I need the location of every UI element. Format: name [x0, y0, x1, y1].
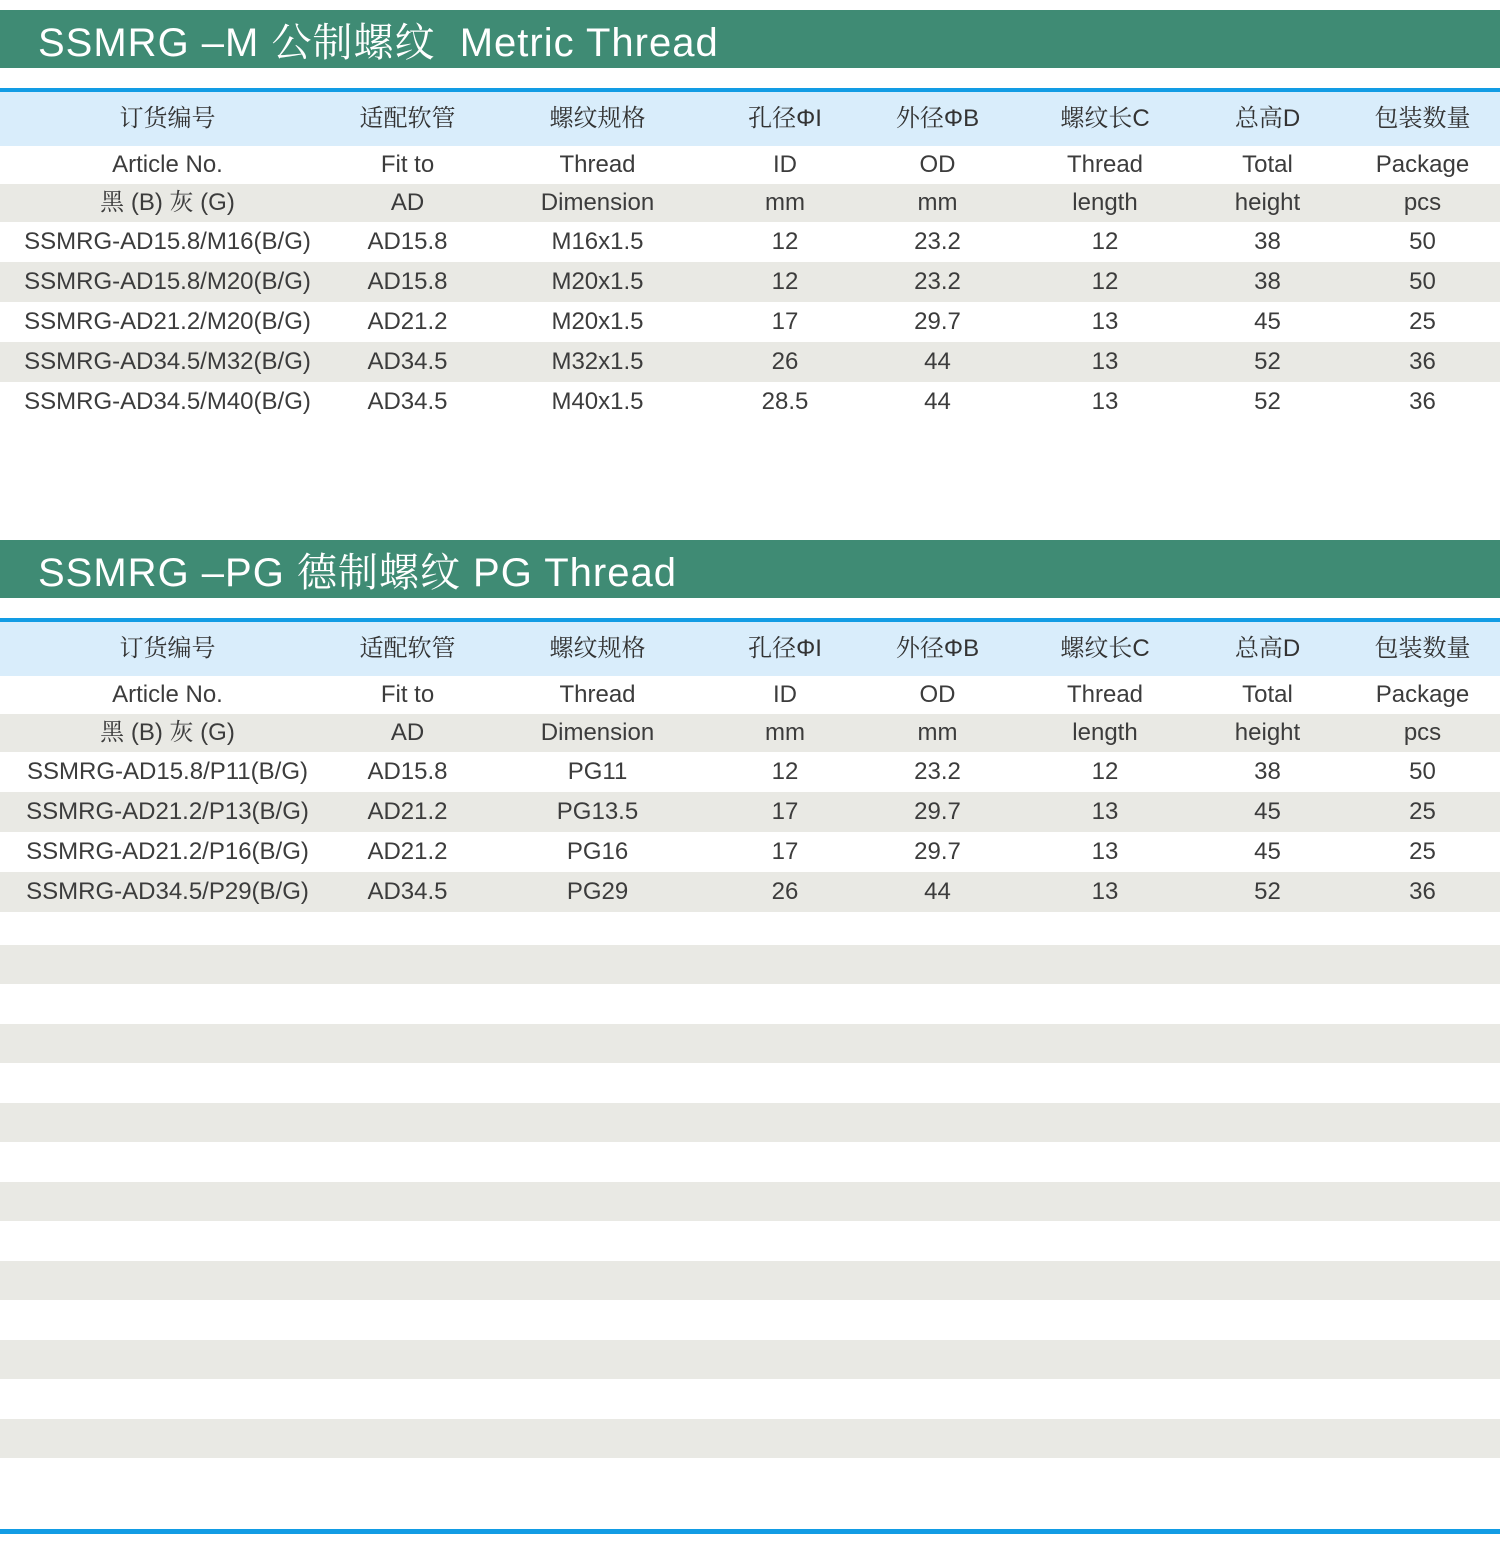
- table-row-cell: SSMRG-AD15.8/P11(B/G): [27, 757, 308, 785]
- table-row-cell: 13: [1091, 307, 1119, 335]
- header-row-sub-cell: mm: [765, 718, 805, 746]
- table-row-cell: PG29: [566, 877, 629, 905]
- table-row: [0, 222, 1500, 262]
- table-row-cell: M16x1.5: [551, 227, 644, 255]
- header-row-cn-cell: 螺纹长C: [1060, 104, 1150, 132]
- header-row-sub-cell: mm: [917, 718, 958, 746]
- table-row-cell: 28.5: [761, 387, 809, 415]
- header-row-en-cell: ID: [773, 680, 797, 708]
- header-row-sub-cell: AD: [390, 718, 425, 746]
- header-row-sub-cell: height: [1234, 188, 1301, 216]
- header-row-en-cell: Thread: [559, 150, 636, 178]
- table-row-cell: SSMRG-AD34.5/M40(B/G): [24, 387, 311, 415]
- table-row-cell: PG13.5: [556, 797, 639, 825]
- header-row-cn: [0, 622, 1500, 676]
- header-row-sub-cell: mm: [917, 188, 958, 216]
- table-row-cell: 12: [771, 267, 799, 295]
- table-row-cell: 36: [1409, 387, 1436, 415]
- table-row: [0, 832, 1500, 872]
- table-row-cell: SSMRG-AD15.8/M16(B/G): [24, 227, 311, 255]
- table-row-cell: 38: [1254, 757, 1281, 785]
- table-row-cell: AD15.8: [367, 227, 448, 255]
- header-row-sub-cell: Dimension: [540, 718, 655, 746]
- section-title-metric: SSMRG –M 公制螺纹 Metric Thread: [38, 20, 719, 65]
- table-row-cell: M40x1.5: [551, 387, 644, 415]
- header-row-sub-cell: mm: [765, 188, 805, 216]
- header-row-en-cell: Article No.: [112, 680, 223, 708]
- table-row-cell: PG16: [566, 837, 629, 865]
- header-row-cn-cell: 总高D: [1234, 634, 1301, 662]
- table-row-cell: AD21.2: [367, 307, 448, 335]
- table-row: [0, 382, 1500, 422]
- table-row-cell: 25: [1409, 797, 1436, 825]
- empty-rows-area: [0, 945, 1500, 1458]
- header-row-en-cell: Thread: [1066, 150, 1144, 178]
- table-row-cell: M32x1.5: [551, 347, 644, 375]
- table-row-cell: 17: [771, 307, 799, 335]
- table-row: [0, 872, 1500, 912]
- table-row: [0, 752, 1500, 792]
- header-row-en-cell: Thread: [559, 680, 636, 708]
- header-row-cn-cell: 订货编号: [119, 104, 216, 132]
- table-row-cell: 50: [1409, 267, 1436, 295]
- table-row-cell: 50: [1409, 757, 1436, 785]
- header-row-en-cell: OD: [919, 150, 956, 178]
- table-row-cell: 44: [924, 387, 951, 415]
- header-row-cn-cell: 螺纹长C: [1060, 634, 1150, 662]
- table-row-cell: 13: [1091, 347, 1119, 375]
- section-metric-thread: [0, 10, 1500, 422]
- header-row-sub-cell: pcs: [1403, 188, 1442, 216]
- table-row: [0, 792, 1500, 832]
- table-row-cell: 12: [771, 757, 799, 785]
- table-row-cell: 12: [1091, 227, 1119, 255]
- table-row-cell: 25: [1409, 837, 1436, 865]
- header-row-en: [0, 146, 1500, 184]
- header-row-cn-cell: 订货编号: [119, 634, 216, 662]
- table-row-cell: 44: [924, 347, 951, 375]
- header-row-en-cell: ID: [773, 150, 797, 178]
- header-row-cn: [0, 92, 1500, 146]
- header-row-cn-cell: 总高D: [1234, 104, 1301, 132]
- header-row-sub-cell: Dimension: [540, 188, 655, 216]
- section-pg-thread: [0, 540, 1500, 912]
- table-row-cell: 17: [771, 797, 799, 825]
- header-row-cn-cell: 孔径ΦI: [748, 634, 822, 662]
- header-row-sub: [0, 714, 1500, 752]
- table-row-cell: M20x1.5: [551, 267, 644, 295]
- table-row-cell: SSMRG-AD34.5/P29(B/G): [26, 877, 309, 905]
- footer-divider-line: [0, 1529, 1500, 1534]
- section-header-bar-metric: [0, 10, 1500, 68]
- header-row-en-cell: Fit to: [380, 150, 435, 178]
- empty-row-stripe: [0, 1261, 1500, 1300]
- table-row-cell: 13: [1091, 837, 1119, 865]
- table-row-cell: M20x1.5: [551, 307, 644, 335]
- table-row-cell: 23.2: [914, 227, 961, 255]
- header-row-cn-cell: 外径ΦB: [895, 104, 980, 132]
- table-row-cell: AD21.2: [367, 837, 448, 865]
- header-row-sub-cell: height: [1234, 718, 1301, 746]
- section-title-pg: SSMRG –PG 德制螺纹 PG Thread: [38, 550, 677, 595]
- empty-row-stripe: [0, 1182, 1500, 1221]
- header-row-sub-cell: length: [1072, 718, 1138, 746]
- empty-row-stripe: [0, 1419, 1500, 1458]
- table-row-cell: 38: [1254, 267, 1281, 295]
- header-row-en-cell: Thread: [1066, 680, 1144, 708]
- table-row: [0, 262, 1500, 302]
- table-row-cell: 26: [771, 347, 799, 375]
- header-row-en-cell: OD: [919, 680, 956, 708]
- header-row-en-cell: Total: [1242, 150, 1293, 178]
- table-row-cell: 45: [1254, 307, 1281, 335]
- table-row-cell: 17: [771, 837, 799, 865]
- header-row-en-cell: Total: [1242, 680, 1293, 708]
- header-row-en-cell: Package: [1375, 150, 1470, 178]
- table-row-cell: 29.7: [914, 797, 961, 825]
- table-row-cell: AD34.5: [367, 347, 448, 375]
- table-row: [0, 302, 1500, 342]
- table-row-cell: 26: [771, 877, 799, 905]
- table-row-cell: 52: [1254, 877, 1281, 905]
- table-row-cell: 12: [1091, 757, 1119, 785]
- header-row-sub-cell: AD: [390, 188, 425, 216]
- header-row-cn-cell: 螺纹规格: [549, 634, 646, 662]
- empty-row-stripe: [0, 1024, 1500, 1063]
- empty-row-stripe: [0, 1340, 1500, 1379]
- table-row-cell: 12: [771, 227, 799, 255]
- table-row-cell: AD15.8: [367, 267, 448, 295]
- table-row-cell: AD15.8: [367, 757, 448, 785]
- header-row-sub: [0, 184, 1500, 222]
- table-row: [0, 342, 1500, 382]
- table-row-cell: SSMRG-AD21.2/M20(B/G): [24, 307, 311, 335]
- table-row-cell: 50: [1409, 227, 1436, 255]
- header-row-cn-cell: 螺纹规格: [549, 104, 646, 132]
- table-row-cell: 23.2: [914, 267, 961, 295]
- pg-thread-table: [0, 622, 1500, 912]
- header-row-cn-cell: 外径ΦB: [895, 634, 980, 662]
- header-row-cn-cell: 适配软管: [359, 104, 456, 132]
- empty-row-stripe: [0, 1103, 1500, 1142]
- table-row-cell: 36: [1409, 877, 1436, 905]
- table-row-cell: SSMRG-AD21.2/P16(B/G): [26, 837, 309, 865]
- header-row-sub-cell: pcs: [1403, 718, 1442, 746]
- table-row-cell: AD34.5: [367, 387, 448, 415]
- header-row-en: [0, 676, 1500, 714]
- table-row-cell: 29.7: [914, 837, 961, 865]
- header-row-en-cell: Fit to: [380, 680, 435, 708]
- table-row-cell: SSMRG-AD34.5/M32(B/G): [24, 347, 311, 375]
- table-row-cell: 13: [1091, 797, 1119, 825]
- table-row-cell: AD34.5: [367, 877, 448, 905]
- table-row-cell: SSMRG-AD21.2/P13(B/G): [26, 797, 309, 825]
- table-row-cell: 13: [1091, 387, 1119, 415]
- table-row-cell: PG11: [567, 757, 628, 785]
- section-header-bar-pg: [0, 540, 1500, 598]
- header-row-en-cell: Article No.: [112, 150, 223, 178]
- header-row-sub-cell: length: [1072, 188, 1138, 216]
- table-row-cell: 45: [1254, 837, 1281, 865]
- table-row-cell: 38: [1254, 227, 1281, 255]
- metric-thread-table: [0, 92, 1500, 422]
- table-row-cell: 13: [1091, 877, 1119, 905]
- table-row-cell: 12: [1091, 267, 1119, 295]
- header-row-sub-cell: 黑 (B) 灰 (G): [100, 188, 235, 216]
- table-row-cell: 52: [1254, 387, 1281, 415]
- header-row-cn-cell: 孔径ΦI: [748, 104, 822, 132]
- header-row-sub-cell: 黑 (B) 灰 (G): [100, 718, 235, 746]
- table-row-cell: 29.7: [914, 307, 961, 335]
- table-row-cell: 52: [1254, 347, 1281, 375]
- empty-row-stripe: [0, 945, 1500, 984]
- table-row-cell: 25: [1409, 307, 1436, 335]
- table-row-cell: 23.2: [914, 757, 961, 785]
- table-row-cell: 44: [924, 877, 951, 905]
- table-row-cell: 45: [1254, 797, 1281, 825]
- header-row-cn-cell: 包装数量: [1374, 634, 1471, 662]
- table-row-cell: AD21.2: [367, 797, 448, 825]
- header-row-en-cell: Package: [1375, 680, 1470, 708]
- table-row-cell: 36: [1409, 347, 1436, 375]
- header-row-cn-cell: 适配软管: [359, 634, 456, 662]
- header-row-cn-cell: 包装数量: [1374, 104, 1471, 132]
- table-row-cell: SSMRG-AD15.8/M20(B/G): [24, 267, 311, 295]
